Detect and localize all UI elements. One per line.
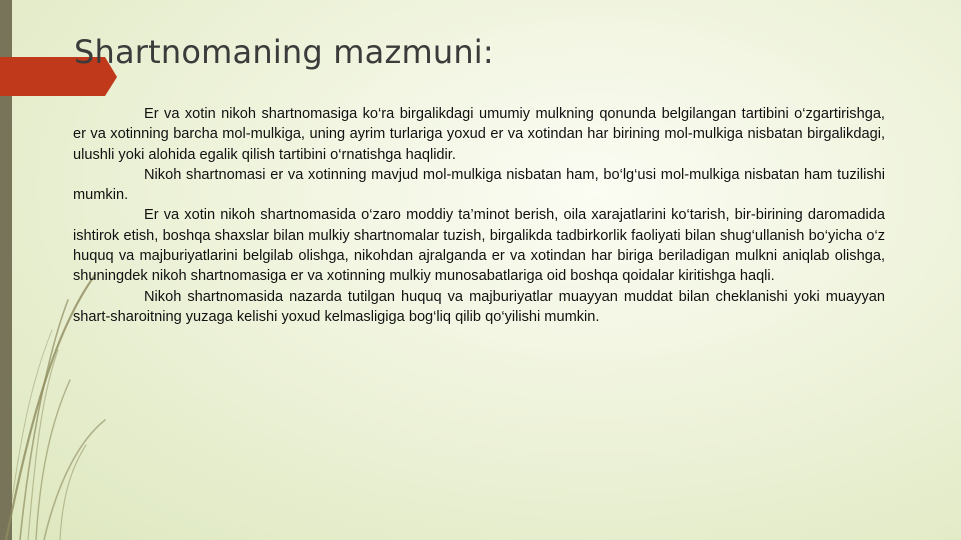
paragraph-4: Nikoh shartnomasida nazarda tutilgan huquq va majburiyatlar muayyan muddat bilan cheklanishi yoki muayyan shart-sharoitning yuzaga kelishi yoxud kelmasligiga bog‘liq qilib qo‘yilishi mumkin.: [73, 288, 885, 325]
slide-title: Shartnomaning mazmuni:: [74, 33, 494, 71]
paragraph-2: Nikoh shartnomasi er va xotinning mavjud mol-mulkiga nisbatan ham, bo‘lg‘usi mol-mulkiga nisbatan ham tuzilishi mumkin.: [73, 166, 885, 204]
paragraph-3: Er va xotin nikoh shartnomasida o‘zaro moddiy ta’minot berish, oila xarajatlarini ko‘tarish, bir-birining daromadida ishtirok etish, boshqa shaxslar bilan mulkiy shartnomalar tuzish, birgalikda tadbirkorlik faoliyati bilan shug‘ullanish bo‘yicha o‘z huquq va majburiyatlarini belgilab olishga, nikohdan ajralganda er va xotindan har biriga beriladigan mulkni aniqlab olishga, shuningdek nikoh shartnomasiga er va xotinning mulkiy munosabatlariga oid boshqa qoidalar kiritishga haqli.: [73, 207, 885, 285]
paragraph-1: Er va xotin nikoh shartnomasiga ko‘ra birgalikdagi umumiy mulkning qonunda belgilangan tartibini o‘zgartirishga, er va xotinning barcha mol-mulkiga, uning ayrim turlariga yoxud er va xotindan har birining mol-mulkiga nisbatan birgalikdagi, ulushli yoki alohida egalik qilish tartibini o‘rnatishga haqlidir.: [73, 106, 885, 163]
body-text: [73, 104, 885, 327]
